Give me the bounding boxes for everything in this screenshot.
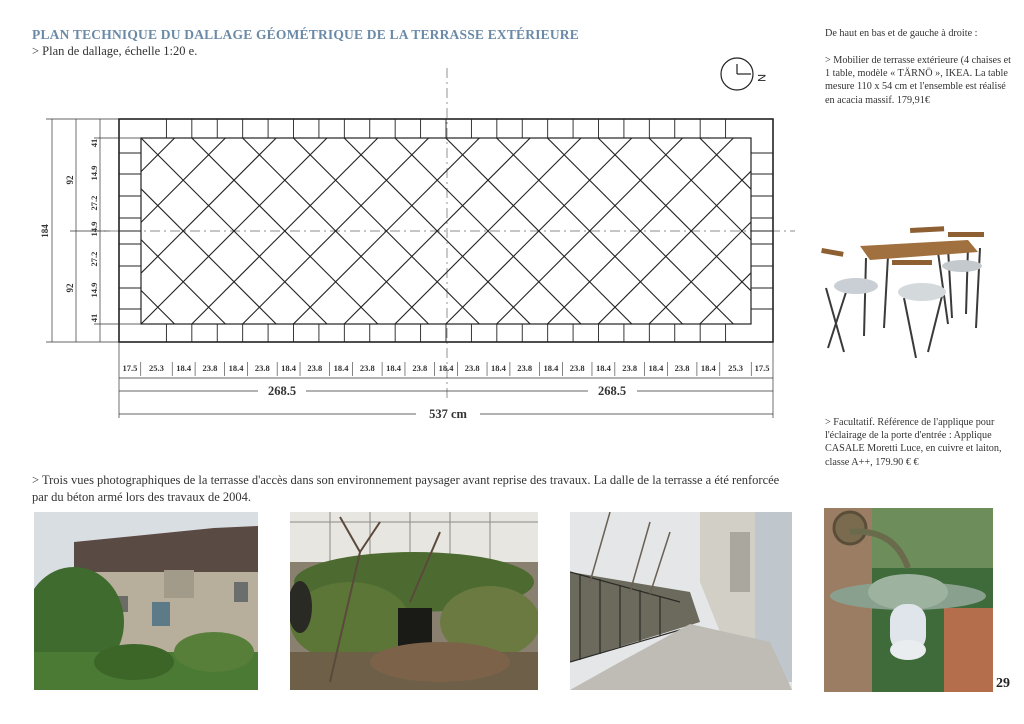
bottom-segment-label: 18.4 — [228, 363, 244, 373]
bottom-segment-label: 18.4 — [543, 363, 559, 373]
furniture-illustration — [818, 218, 998, 358]
bottom-segment-label: 18.4 — [281, 363, 297, 373]
bottom-segment-label: 23.8 — [517, 363, 533, 373]
bottom-segment-labels — [122, 362, 769, 376]
bottom-segment-label: 18.4 — [491, 363, 506, 373]
north-compass-icon — [721, 58, 753, 90]
bottom-segment-label: 18.4 — [333, 363, 349, 373]
dim-half-bottom: 92 — [65, 283, 75, 293]
bottom-segment-label: 18.4 — [386, 363, 401, 373]
photo-house — [34, 512, 258, 690]
furniture-caption: > Mobilier de terrasse extérieure (4 chaises et 1 table, modèle « TÄRNÖ », IKEA. La table mesure 110 x 54 cm et l'ensemble est réalisé en acacia massif. 179,91€ — [825, 55, 1011, 106]
bottom-segment-label: 18.4 — [595, 363, 611, 373]
bottom-segment-label: 25.3 — [149, 363, 164, 373]
photo-terrace-path — [570, 512, 792, 690]
dim-half-right: 268.5 — [597, 384, 627, 398]
plan-subtitle: > Plan de dallage, échelle 1:20 e. — [32, 44, 198, 58]
dim-detail: 14.9 — [89, 282, 99, 298]
bottom-segment-label: 23.8 — [254, 363, 270, 373]
bottom-segment-label: 25.3 — [728, 363, 743, 373]
bottom-segment-label: 17.5 — [754, 363, 770, 373]
bottom-segment-label: 23.8 — [622, 363, 638, 373]
border-tiles — [119, 119, 773, 342]
dim-total-height: 184 — [40, 224, 50, 238]
bottom-segment-label: 18.4 — [648, 363, 664, 373]
page-number: 29 — [996, 676, 1010, 691]
bottom-segment-label: 18.4 — [700, 363, 716, 373]
photo-wall-lamp — [824, 508, 993, 692]
terrace-outline — [119, 119, 773, 342]
bottom-segment-label: 23.8 — [674, 363, 690, 373]
dim-detail: 41 — [89, 138, 99, 148]
bottom-segment-label: 23.8 — [307, 363, 323, 373]
photo-ivy-wall — [290, 512, 538, 690]
compass-label: N — [755, 74, 767, 82]
dim-total-width: 537 cm — [429, 407, 467, 421]
bottom-segment-label: 23.8 — [464, 363, 480, 373]
photos-caption: > Trois vues photographiques de la terrasse d'accès dans son environnement paysager avant reprise des travaux. La dalle de la terrasse a été renforcée par du béton armé lors des travaux de 2004. — [32, 473, 780, 504]
sidebar-intro: De haut en bas et de gauche à droite : — [825, 28, 978, 39]
dim-half-top: 92 — [65, 175, 75, 185]
dim-detail: 41 — [89, 313, 99, 323]
dim-half-left: 268.5 — [267, 384, 297, 398]
bottom-segment-label: 23.8 — [359, 363, 375, 373]
bottom-segment-label: 18.4 — [438, 363, 454, 373]
dim-detail: 14.9 — [89, 221, 99, 237]
dim-detail: 14.9 — [89, 165, 99, 181]
bottom-segment-label: 23.8 — [569, 363, 585, 373]
bottom-segment-label: 17.5 — [122, 363, 138, 373]
page-title: PLAN TECHNIQUE DU DALLAGE GÉOMÉTRIQUE DE LA TERRASSE EXTÉRIEURE — [32, 27, 579, 42]
bottom-segment-label: 23.8 — [202, 363, 218, 373]
bottom-segment-label: 23.8 — [412, 363, 428, 373]
bottom-segment-label: 18.4 — [176, 363, 192, 373]
dim-detail: 27.2 — [89, 195, 99, 211]
dim-detail: 27.2 — [89, 251, 99, 267]
lamp-caption: > Facultatif. Référence de l'applique pour l'éclairage de la porte d'entrée : Applique CASALE Moretti Luce, en cuivre et laiton, classe A++, 179.90 € € — [825, 417, 1002, 468]
